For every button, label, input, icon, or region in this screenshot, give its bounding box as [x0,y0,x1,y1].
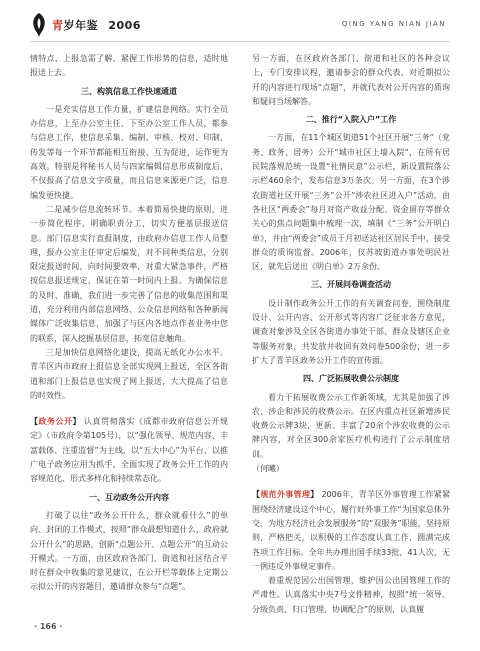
paragraph: 一方面，在11个城区街道51个社区开展“三务”（党务、政务、居务）公开“城市社区上墙入院”，在所有居民院落规范统一设置“社情民意”公示栏，新设置院落公示栏460余个，发布信息3万条次。另一方面，在3个涉农街道社区开展“三务”公开“涉农社区进入户”活动，由各社区“两委会”每月对资产收益分配、资金留存等群众关心的焦点问题集中梳理一次，填制《“三务”公开明白单》，并由“两委会”成员于月初送达社区居民手中，接受群众的质询监督。2006年，仅苏坡街道办事处明民社区，就先后送出《明白单》2万余份。 [252,133,450,272]
paragraph: 打破了以往“政务公开什么，群众就看什么”的单向、封闭的工作模式，按照“群众最想知道什么，政府就公开什么”的思路，创新“点题公开、点题公开”的互动公开模式。一方面，由区政府各部门、街道和社区结合平时在群众中收集的意见建议，在公开栏等载体上定期公示拟公开的内容题目，邀请群众参与“点题”。 [30,510,228,592]
section-tag-text: 规范外事管理 [260,490,311,500]
author-sign: （何曦） [252,464,284,474]
section-body: 认真贯彻落实《成都市政府信息公开规定》（市政府令第105号），以“强化领导、规范内容、丰富载体、注重监督”为主线，以“五大中心”为平台，以推广电子政务应用为抓手，全面实现了政务公开工作的内容规范化、形式多样化和持续常态化。 [30,417,229,484]
spacer [252,476,450,488]
header-prefix: 青 [52,19,64,32]
paragraph: 情特点、上报急需了解、紧握工作形势的信息，适时地报送上去。 [30,54,228,78]
spacer [30,403,228,415]
yearbook-logo-icon [30,12,48,38]
section-heading: 二、推行“入院入户”工作 [305,115,397,125]
page-header [0,0,480,40]
section-block [252,488,450,574]
section-tag: 【政务公开】 [30,417,81,427]
section-heading: 三、开展问卷调查活动 [311,280,391,290]
left-column [30,52,228,595]
section-block [30,415,228,486]
page-number: · 166 · [34,622,63,631]
section-heading: 三、构筑信息工作快速通道 [81,86,177,96]
paragraph: 另一方面，在区政府各部门、街道和社区的各种会议上，专门安排议程，邀请参会的群众代表，对近期拟公开的内容进行现场“点题”，并就代表对公开内容的质询和疑问当场解答。 [252,54,450,106]
header-roman: QING YANG NIAN JIAN [341,20,446,28]
header-title [52,17,141,33]
paragraph: 着力于拓展收费公示工作新领域，尤其是加强了涉农、涉企和涉民的收费公示。在区内重点社区新增涉民收费公示牌3块，更新、丰富了20余个涉农收费的公示牌内容，对全区300余家医疗机构进行了公示制度培训。 [252,392,450,459]
paragraph: 设计制作政务公开工作的有关调查问卷，围绕制度设计、公开内容、公开形式等内容广泛征求各方意见，调查对象涉及全区各街道办事处干部、群众及辖区企业等服务对象，共发放并收回有效问卷500余份，进一步扩大了青羊区政务公开工作的宣传面。 [252,298,450,365]
section-tag-text: 政务公开 [38,417,73,427]
section-body: 2006年，青羊区外事管理工作紧紧围绕经济建设这个中心，履行好外事工作“为国家总体外交、为地方经济社会发展服务”的“双服务”职能，坚持原则，严格把关，以积极的工作态度认真工作，圆满完成各项工作目标。全年共办理出国手续33批，41人次，无一例违反外事规定事件。 [252,490,451,571]
paragraph: 着重规范因公出国管理，维护因公出国管理工作的严肃性。认真落实中央7号文件精神，按照“统一领导、分级负责、归口管理、协调配合”的原则，认真履 [252,576,450,614]
paragraph: 一是充实信息工作力量，扩建信息网络。实行全员办信息，上至办公室主任，下至办公室工作人员，都参与信息工作，使信息采集、编制、审核、校对、印制、传发等每一个环节都能相互衔接、互为促进，运作更为高效。特别是将秘书人员与四家编辑信息形成制度后，不仅报高了信息文字质量，而且信息来源更广泛，信息编发更快捷。 [30,104,228,200]
header-divider [30,41,450,42]
section-heading: 四、广泛拓展收费公示制度 [303,374,399,384]
header-year: 2006 [108,19,141,32]
right-column [252,52,450,617]
header-brand: 岁年鉴 [63,19,98,32]
paragraph: 三是加快信息网络化建设，提高无纸化办公水平。青羊区内市政府上报信息全部实现网上报送，全区各街道和部门上报信息也实现了网上报送，大大提高了信息的时效性。 [30,347,228,400]
section-tag: 【规范外事管理】 [252,490,319,500]
paragraph: 二是减少信息流转环节。本着简易快捷的原则，进一步简化程序，明确职责分工，切实方便基层报送信息。部门信息实行直报制度，由政府办信息工作人员整理，报办公室主任审定后编发，对不同种类信息，分别限定报送时间，向时间要效率，对重大紧急事件，严格按信息报送规定，保证在第一时间内上报。为确保信息的及时、准确，我们进一步完善了信息的收集范围和渠道，充分利用内部信息网络、公众信息网络和各种新闻媒体广泛收集信息，加强了与区内各地点作者业务中您的联系，深入挖掘基层信息，拓宽信息触角。 [30,204,228,343]
section-heading: 一、互动政务公开内容 [89,492,169,502]
